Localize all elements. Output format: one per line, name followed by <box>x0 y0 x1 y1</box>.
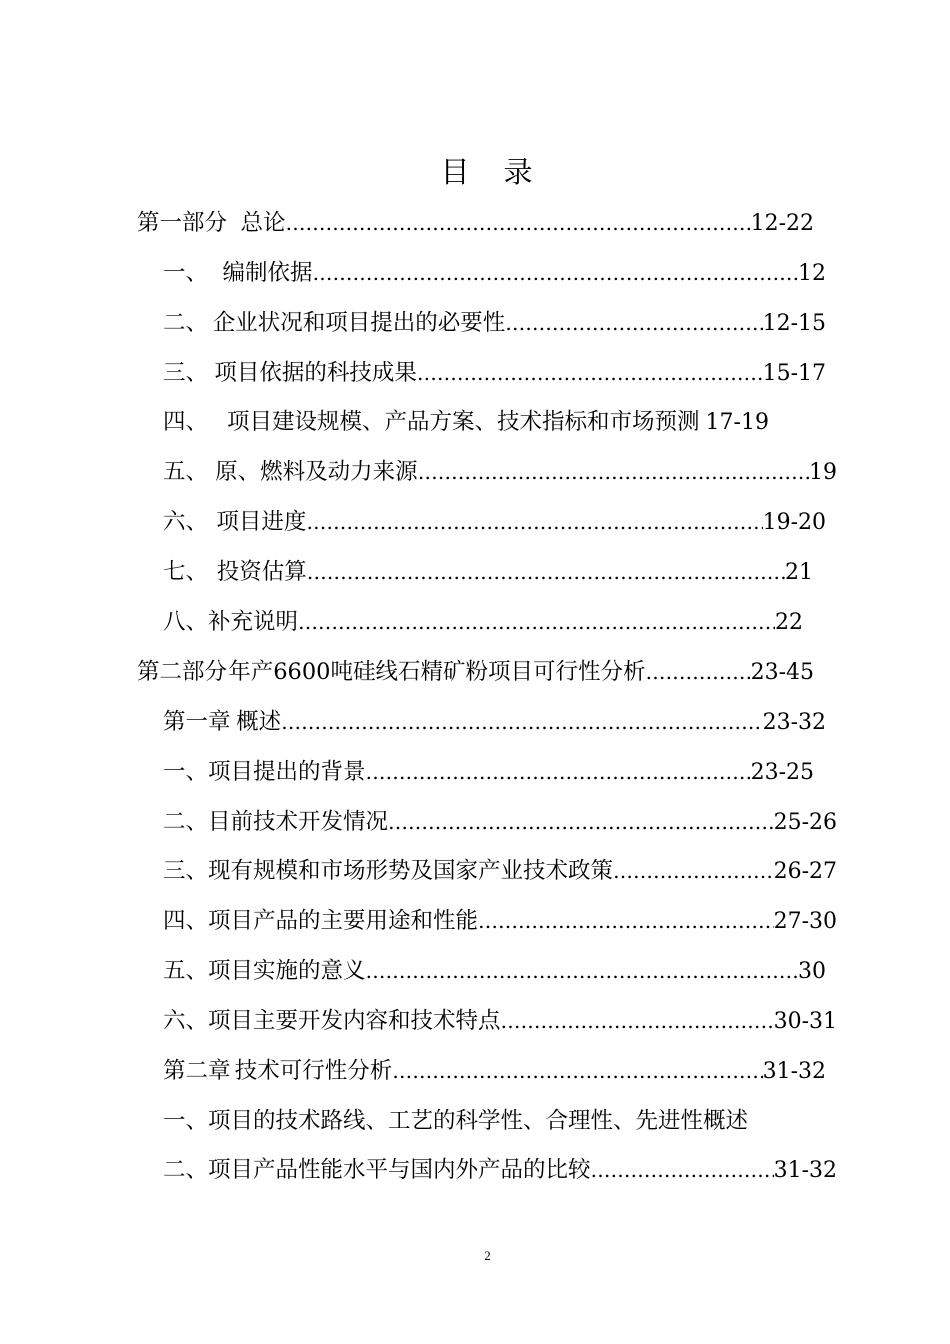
toc-title-char-2: 录 <box>503 155 535 189</box>
toc-leader-dots <box>505 306 762 340</box>
toc-leader-dots <box>281 705 762 739</box>
toc-leader-dots <box>306 505 762 539</box>
toc-entry[interactable] <box>137 206 814 240</box>
toc-entry[interactable] <box>163 755 814 789</box>
toc-leader-dots <box>285 206 750 240</box>
toc-entry-number: 四、 <box>163 908 209 934</box>
toc-entry[interactable] <box>137 655 814 689</box>
toc-entry-label: 项目进度 <box>216 509 307 535</box>
toc-entry-pages: 30-31 <box>773 1009 837 1034</box>
toc-title-char-1: 目 <box>440 155 472 189</box>
toc-entry-number: 第二章 <box>163 1058 231 1084</box>
toc-entry-number: 三、 <box>163 858 209 884</box>
toc-entry-pages: 15-17 <box>762 361 826 386</box>
toc-entry-number: 三、 <box>163 360 209 386</box>
toc-entry-number: 五、 <box>163 459 209 485</box>
toc-leader-dots <box>392 1054 762 1088</box>
toc-entry[interactable] <box>163 705 826 739</box>
toc-leader-dots <box>366 755 751 789</box>
toc-entry-pages: 23-32 <box>762 710 826 735</box>
toc-entry-label: 项目主要开发内容和技术特点 <box>208 1008 501 1034</box>
toc-entry-pages: 12-15 <box>762 311 826 336</box>
toc-entry[interactable] <box>163 1104 837 1138</box>
toc-entry-pages: 31-32 <box>773 1158 837 1183</box>
toc-entry-pages: 17-19 <box>705 410 769 435</box>
toc-entry[interactable] <box>163 256 826 290</box>
toc-entry-pages: 25-26 <box>773 810 837 835</box>
toc-entry[interactable] <box>163 555 813 589</box>
toc-entry[interactable] <box>163 1054 826 1088</box>
toc-entry-label: 项目提出的背景 <box>208 759 366 785</box>
toc-entry-number: 七、 <box>163 559 209 585</box>
toc-entry-number: 四、 <box>163 409 209 435</box>
toc-leader-dots <box>388 805 774 839</box>
toc-entry-label: 项目实施的意义 <box>208 958 366 984</box>
toc-leader-dots <box>646 655 751 689</box>
toc-entry-label: 企业状况和项目提出的必要性 <box>212 310 506 336</box>
toc-entry-number: 六、 <box>163 509 209 535</box>
toc-entry[interactable] <box>163 854 837 888</box>
toc-entry-label: 原、燃料及动力来源 <box>215 459 418 485</box>
toc-entry[interactable] <box>163 306 826 340</box>
toc-entry[interactable] <box>163 605 803 639</box>
toc-entry-label: 补充说明 <box>208 609 299 635</box>
toc-entry-label: 项目建设规模、产品方案、技术指标和市场预测 <box>227 409 700 435</box>
toc-entry[interactable] <box>163 356 826 390</box>
toc-entry-label: 编制依据 <box>222 260 313 286</box>
toc-entry-number: 一、 <box>163 260 209 286</box>
toc-entry-label: 项目依据的科技成果 <box>214 360 417 386</box>
toc-entry-pages: 19 <box>809 460 837 485</box>
toc-entry-pages: 27-30 <box>773 909 837 934</box>
toc-entry[interactable] <box>163 1004 837 1038</box>
toc-leader-dots <box>307 555 785 589</box>
toc-entry[interactable] <box>163 405 830 439</box>
toc-entry-number: 五、 <box>163 958 209 984</box>
toc-entry-pages: 26-27 <box>773 859 837 884</box>
toc-leader-dots <box>298 605 775 639</box>
page-number: 2 <box>484 1248 491 1263</box>
toc-entry[interactable] <box>163 904 837 938</box>
toc-entry-pages: 12 <box>798 261 826 286</box>
toc-entry-number: 一、 <box>163 759 209 785</box>
toc-entry-number: 一、 <box>163 1108 209 1134</box>
toc-entry-pages: 22 <box>775 610 803 635</box>
toc-entry-label: 技术可行性分析 <box>234 1058 393 1084</box>
toc-entry-pages: 23-45 <box>750 660 814 685</box>
toc-entry-number: 六、 <box>163 1008 209 1034</box>
toc-entry[interactable] <box>163 805 837 839</box>
toc-leader-dots <box>313 256 799 290</box>
toc-entry-pages: 12-22 <box>750 211 814 236</box>
toc-entry-number: 第二部分 <box>137 659 228 685</box>
toc-entry-pages: 30 <box>798 959 826 984</box>
toc-entry[interactable] <box>163 455 837 489</box>
toc-entry-number: 二、 <box>163 1157 209 1183</box>
toc-entry-number: 二、 <box>163 310 209 336</box>
toc-entry-number: 第一部分 <box>137 210 228 236</box>
toc-leader-dots <box>366 954 798 988</box>
toc-entry[interactable] <box>163 954 826 988</box>
toc-entry[interactable] <box>163 1153 837 1187</box>
toc-leader-dots <box>613 854 774 888</box>
toc-entry-label: 项目产品性能水平与国内外产品的比较 <box>208 1157 591 1183</box>
toc-entry-label: 项目产品的主要用途和性能 <box>208 908 479 934</box>
toc-entry-label: 目前技术开发情况 <box>208 809 389 835</box>
toc-entry-number: 八、 <box>163 609 209 635</box>
toc-entry-pages: 23-25 <box>750 760 814 785</box>
toc-entry-label: 投资估算 <box>216 559 307 585</box>
toc-leader-dots <box>478 904 774 938</box>
toc-entry[interactable] <box>163 505 826 539</box>
toc-entry-label: 项目的技术路线、工艺的科学性、合理性、先进性概述 <box>208 1108 749 1134</box>
toc-entry-label: 概述 <box>236 709 282 735</box>
toc-entry-pages: 31-32 <box>762 1059 826 1084</box>
toc-entry-pages: 19-20 <box>762 510 826 535</box>
toc-entry-label: 现有规模和市场形势及国家产业技术政策 <box>208 858 614 884</box>
toc-leader-dots <box>591 1153 774 1187</box>
toc-leader-dots <box>418 455 809 489</box>
toc-leader-dots <box>417 356 763 390</box>
toc-leader-dots <box>501 1004 774 1038</box>
toc-entry-pages: 21 <box>785 560 813 585</box>
toc-entry-number: 第一章 <box>163 709 231 735</box>
toc-entry-label: 年产6600吨硅线石精矿粉项目可行性分析 <box>228 659 646 685</box>
toc-entry-label: 总论 <box>240 210 286 236</box>
toc-entry-number: 二、 <box>163 809 209 835</box>
